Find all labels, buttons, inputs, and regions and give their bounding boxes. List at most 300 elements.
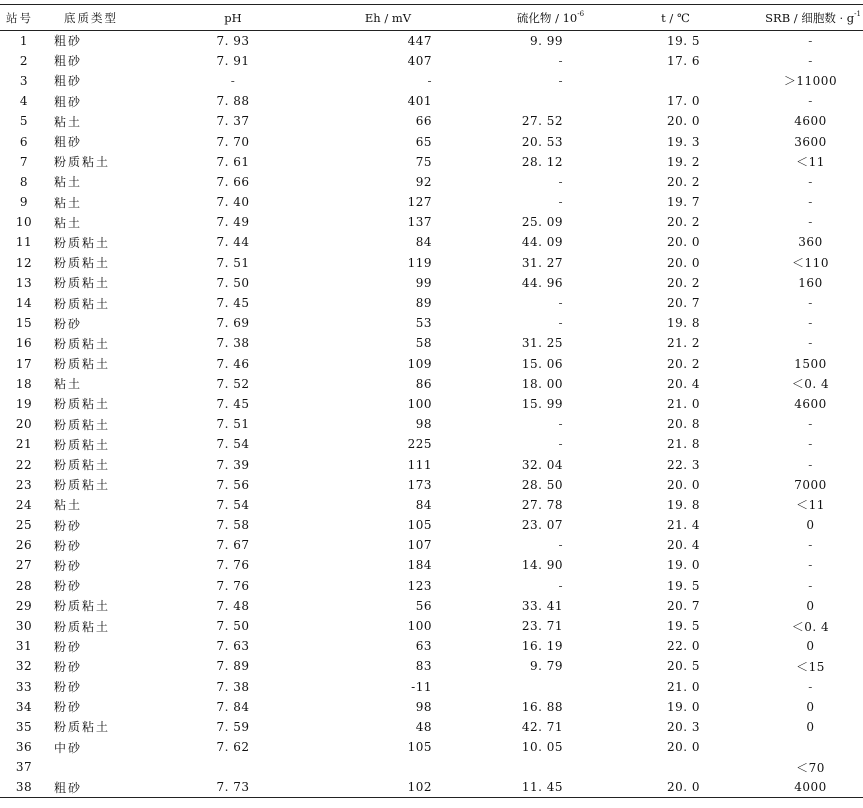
cell-ph: 7. 48 [216, 598, 250, 613]
cell-ph: 7. 44 [216, 235, 250, 250]
cell-sulfide: 31. 25 [521, 336, 563, 351]
table-row [0, 636, 863, 656]
cell-eh: 65 [415, 134, 432, 149]
cell-eh: 173 [407, 477, 432, 492]
table-row [0, 192, 863, 212]
table-row [0, 677, 863, 697]
cell-ph: 7. 51 [216, 417, 250, 432]
cell-eh: 83 [415, 659, 432, 674]
cell-ph: 7. 45 [216, 296, 250, 311]
cell-srb: 0 [806, 639, 815, 654]
cell-srb: - [808, 53, 813, 68]
cell-ph: 7. 51 [216, 255, 250, 270]
table-row [0, 354, 863, 374]
cell-temperature: 19. 5 [666, 619, 701, 634]
table-row [0, 232, 863, 252]
cell-station: 31 [15, 639, 33, 654]
cell-sediment-type: 粉质粘土 [54, 478, 111, 493]
table-row [0, 697, 863, 717]
cell-srb: ＜11 [796, 498, 825, 513]
cell-srb: ＞11000 [783, 74, 838, 89]
cell-srb: 4000 [794, 780, 827, 795]
cell-temperature: 22. 3 [666, 457, 701, 472]
cell-sulfide: 15. 99 [521, 396, 563, 411]
cell-sulfide: 28. 12 [521, 154, 563, 169]
cell-eh: - [427, 73, 432, 88]
table-row [0, 172, 863, 192]
cell-station: 16 [15, 336, 33, 351]
table-row [0, 111, 863, 131]
cell-ph: 7. 88 [216, 94, 250, 109]
cell-sediment-type: 粘土 [54, 498, 83, 513]
cell-srb: ＜11 [796, 155, 825, 170]
cell-station: 21 [15, 437, 33, 452]
cell-station: 26 [15, 538, 33, 553]
cell-sulfide: - [558, 578, 563, 593]
cell-sulfide [478, 757, 623, 777]
cell-temperature: 20. 0 [666, 780, 701, 795]
header-row [0, 5, 863, 31]
cell-srb: 3600 [794, 134, 827, 149]
cell-eh: 137 [407, 215, 432, 230]
cell-station: 8 [19, 174, 29, 189]
cell-sediment-type: 粉砂 [54, 639, 83, 654]
cell-eh: 89 [415, 296, 432, 311]
cell-sulfide: - [558, 73, 563, 88]
cell-eh: 75 [415, 154, 432, 169]
cell-srb [728, 737, 863, 757]
cell-temperature: 20. 5 [666, 659, 701, 674]
cell-eh: 98 [415, 417, 432, 432]
cell-srb: 160 [798, 275, 823, 290]
cell-sediment-type: 粗砂 [54, 94, 83, 109]
cell-eh [288, 757, 478, 777]
cell-eh: 111 [407, 457, 432, 472]
cell-srb: - [808, 94, 813, 109]
cell-sulfide: - [558, 195, 563, 210]
cell-eh: 184 [407, 558, 432, 573]
cell-temperature: 20. 3 [666, 719, 701, 734]
cell-srb: - [808, 417, 813, 432]
table-row [0, 273, 863, 293]
cell-temperature: 17. 0 [666, 94, 701, 109]
header-temperature: t / ℃ [661, 10, 690, 25]
cell-station: 10 [15, 215, 33, 230]
cell-srb: 0 [806, 518, 815, 533]
cell-ph: 7. 39 [216, 457, 250, 472]
cell-temperature [623, 71, 728, 91]
table-row [0, 475, 863, 495]
cell-sediment-type: 粉砂 [54, 558, 83, 573]
cell-station: 17 [15, 356, 33, 371]
cell-srb: - [808, 336, 813, 351]
cell-eh: 119 [407, 255, 432, 270]
cell-station: 18 [15, 376, 33, 391]
cell-ph: 7. 37 [216, 114, 250, 129]
cell-eh: 447 [407, 33, 432, 48]
table-row [0, 717, 863, 737]
cell-station: 32 [15, 659, 33, 674]
cell-sediment-type: 粉砂 [54, 579, 83, 594]
cell-ph: 7. 63 [216, 639, 250, 654]
cell-ph: 7. 61 [216, 154, 250, 169]
cell-sulfide: 31. 27 [521, 255, 563, 270]
cell-eh: 109 [407, 356, 432, 371]
cell-sulfide: 16. 19 [521, 639, 563, 654]
cell-temperature: 20. 2 [666, 174, 701, 189]
cell-ph: 7. 38 [216, 679, 250, 694]
table-row [0, 414, 863, 434]
table-row [0, 434, 863, 454]
table-body [0, 31, 863, 798]
cell-temperature: 20. 0 [666, 740, 701, 755]
cell-temperature: 19. 0 [666, 699, 701, 714]
cell-temperature: 20. 2 [666, 275, 701, 290]
cell-sediment-type: 粉质粘土 [54, 296, 111, 311]
cell-station: 27 [15, 558, 33, 573]
cell-eh: 63 [415, 639, 432, 654]
cell-eh: 86 [415, 376, 432, 391]
cell-sediment-type: 粉砂 [54, 680, 83, 695]
header-srb-label: SRB / 细胞数 · g [765, 10, 855, 25]
cell-ph: 7. 38 [216, 336, 250, 351]
cell-station: 36 [15, 740, 33, 755]
cell-station: 30 [15, 619, 33, 634]
cell-srb: 0 [806, 699, 815, 714]
cell-sulfide: 23. 71 [521, 619, 563, 634]
cell-eh: 66 [415, 114, 432, 129]
cell-temperature: 20. 4 [666, 538, 701, 553]
header-station: 站号 [6, 10, 33, 25]
cell-ph: 7. 59 [216, 719, 250, 734]
cell-srb: 0 [806, 719, 815, 734]
sediment-data-table [0, 4, 863, 798]
table-row [0, 656, 863, 676]
header-sulfide [478, 5, 623, 31]
cell-eh: 107 [407, 538, 432, 553]
cell-srb: ＜0. 4 [791, 619, 830, 634]
cell-temperature: 22. 0 [666, 639, 701, 654]
table-row [0, 91, 863, 111]
cell-eh: 102 [407, 780, 432, 795]
cell-eh: 100 [407, 396, 432, 411]
cell-temperature: 19. 0 [666, 558, 701, 573]
cell-srb: ＜70 [796, 760, 825, 775]
cell-sediment-type: 粉质粘土 [54, 276, 111, 291]
cell-sediment-type: 粉质粘土 [54, 235, 111, 250]
table-row [0, 555, 863, 575]
cell-sulfide: 44. 96 [521, 275, 563, 290]
cell-srb: 0 [806, 598, 815, 613]
cell-ph: 7. 84 [216, 699, 250, 714]
cell-ph: 7. 45 [216, 396, 250, 411]
header-sulfide-exponent: -6 [577, 9, 585, 18]
cell-temperature: 19. 8 [666, 497, 701, 512]
cell-ph: - [230, 73, 236, 88]
cell-temperature: 21. 0 [666, 679, 701, 694]
cell-sulfide: - [558, 174, 563, 189]
cell-station: 11 [15, 235, 33, 250]
table-row [0, 757, 863, 777]
header-ph: pH [224, 10, 242, 25]
cell-sulfide: - [558, 296, 563, 311]
cell-eh: 105 [407, 740, 432, 755]
cell-temperature: 20. 7 [666, 296, 701, 311]
cell-station: 13 [15, 275, 33, 290]
table-row [0, 31, 863, 51]
cell-ph: 7. 93 [216, 33, 250, 48]
cell-station: 1 [19, 33, 29, 48]
cell-ph: 7. 58 [216, 518, 250, 533]
cell-sediment-type: 粗砂 [54, 54, 83, 69]
table-row [0, 394, 863, 414]
cell-ph: 7. 89 [216, 659, 250, 674]
cell-sediment-type: 粗砂 [54, 74, 83, 89]
cell-sediment-type: 粉质粘土 [54, 397, 111, 412]
cell-sediment-type: 粗砂 [54, 135, 83, 150]
table-row [0, 616, 863, 636]
cell-sediment-type: 粘土 [54, 175, 83, 190]
cell-ph: 7. 50 [216, 619, 250, 634]
cell-eh: 48 [415, 719, 432, 734]
cell-temperature [623, 757, 728, 777]
cell-ph: 7. 67 [216, 538, 250, 553]
cell-sediment-type: 粉质粘土 [54, 437, 111, 452]
table-row [0, 51, 863, 71]
cell-temperature: 19. 3 [666, 134, 701, 149]
cell-sulfide: - [558, 437, 563, 452]
cell-station: 4 [19, 94, 29, 109]
cell-station: 15 [15, 316, 33, 331]
cell-sediment-type: 粉质粘土 [54, 417, 111, 432]
cell-sediment-type [48, 757, 178, 777]
header-srb-exponent: -1 [854, 9, 861, 18]
cell-temperature: 20. 4 [666, 376, 701, 391]
cell-sediment-type: 粉砂 [54, 316, 83, 331]
cell-station: 3 [19, 73, 29, 88]
cell-sediment-type: 粉质粘土 [54, 336, 111, 351]
table-row [0, 212, 863, 232]
cell-station: 7 [19, 154, 29, 169]
cell-temperature: 21. 2 [666, 336, 701, 351]
cell-station: 2 [19, 53, 29, 68]
cell-ph: 7. 46 [216, 356, 250, 371]
cell-ph: 7. 76 [216, 578, 250, 593]
cell-srb: - [808, 679, 813, 694]
table-row [0, 576, 863, 596]
cell-sulfide: 9. 79 [529, 659, 563, 674]
cell-eh: 401 [407, 94, 432, 109]
cell-temperature: 19. 7 [666, 195, 701, 210]
cell-eh: 84 [415, 235, 432, 250]
cell-sediment-type: 粉质粘土 [54, 720, 111, 735]
cell-sediment-type: 粗砂 [54, 780, 83, 795]
cell-sulfide: - [558, 53, 563, 68]
cell-sulfide: 32. 04 [521, 457, 563, 472]
cell-sediment-type: 粉砂 [54, 700, 83, 715]
cell-ph: 7. 62 [216, 740, 250, 755]
header-sulfide-label: 硫化物 / 10 [516, 10, 578, 25]
header-sediment-type: 底质类型 [64, 10, 118, 25]
table-row [0, 313, 863, 333]
cell-station: 12 [15, 255, 33, 270]
cell-eh: 58 [415, 336, 432, 351]
table-row [0, 535, 863, 555]
table-row [0, 293, 863, 313]
cell-srb: ＜110 [792, 256, 829, 271]
cell-temperature: 19. 8 [666, 316, 701, 331]
cell-station: 20 [15, 417, 33, 432]
cell-ph: 7. 69 [216, 316, 250, 331]
cell-srb: - [808, 437, 813, 452]
cell-temperature: 17. 6 [666, 53, 701, 68]
cell-station: 29 [15, 598, 33, 613]
cell-sulfide: 23. 07 [521, 518, 563, 533]
cell-temperature: 20. 0 [666, 235, 701, 250]
cell-temperature: 20. 0 [666, 114, 701, 129]
cell-station: 23 [15, 477, 33, 492]
table-header [0, 5, 863, 31]
cell-ph: 7. 76 [216, 558, 250, 573]
cell-temperature: 19. 5 [666, 578, 701, 593]
cell-srb: 360 [798, 235, 823, 250]
cell-temperature: 20. 8 [666, 417, 701, 432]
cell-ph: 7. 49 [216, 215, 250, 230]
table-row [0, 515, 863, 535]
cell-station: 25 [15, 518, 33, 533]
cell-srb: 7000 [794, 477, 827, 492]
cell-temperature: 20. 0 [666, 477, 701, 492]
cell-sulfide: 14. 90 [521, 558, 563, 573]
cell-srb: - [808, 558, 813, 573]
table-row [0, 596, 863, 616]
cell-sediment-type: 粘土 [54, 114, 83, 129]
cell-srb: - [808, 33, 813, 48]
header-srb [728, 5, 863, 31]
cell-temperature: 21. 8 [666, 437, 701, 452]
cell-station: 5 [19, 114, 29, 129]
cell-sulfide [478, 91, 623, 111]
cell-sediment-type: 粗砂 [54, 34, 83, 49]
cell-sulfide: - [558, 538, 563, 553]
cell-eh: 407 [407, 53, 432, 68]
cell-srb: ＜0. 4 [791, 377, 830, 392]
cell-sediment-type: 粉质粘土 [54, 599, 111, 614]
table-row [0, 253, 863, 273]
cell-sediment-type: 粉质粘土 [54, 458, 111, 473]
cell-station: 33 [15, 679, 33, 694]
cell-sulfide: 27. 78 [521, 497, 563, 512]
cell-ph [178, 757, 288, 777]
cell-eh: 98 [415, 699, 432, 714]
cell-ph: 7. 54 [216, 437, 250, 452]
cell-eh: 92 [415, 174, 432, 189]
cell-sulfide: 25. 09 [521, 215, 563, 230]
cell-sediment-type: 粘土 [54, 195, 83, 210]
cell-sediment-type: 粘土 [54, 377, 83, 392]
table-row [0, 737, 863, 757]
cell-srb: - [808, 195, 813, 210]
cell-station: 34 [15, 699, 33, 714]
cell-ph: 7. 91 [216, 53, 250, 68]
cell-sulfide: 20. 53 [521, 134, 563, 149]
cell-sediment-type: 中砂 [54, 740, 83, 755]
cell-srb: 4600 [794, 396, 827, 411]
cell-sulfide: 44. 09 [521, 235, 563, 250]
cell-sulfide [478, 677, 623, 697]
table-row [0, 131, 863, 151]
cell-station: 28 [15, 578, 33, 593]
cell-sediment-type: 粉砂 [54, 659, 83, 674]
cell-ph: 7. 73 [216, 780, 250, 795]
cell-eh: 99 [415, 275, 432, 290]
table-row [0, 454, 863, 474]
cell-temperature: 19. 5 [666, 33, 701, 48]
cell-station: 38 [15, 780, 33, 795]
cell-station: 35 [15, 719, 33, 734]
cell-eh: 123 [407, 578, 432, 593]
cell-ph: 7. 50 [216, 275, 250, 290]
table-row [0, 495, 863, 515]
cell-sulfide: 16. 88 [521, 699, 563, 714]
cell-sulfide: 42. 71 [521, 719, 563, 734]
cell-ph: 7. 52 [216, 376, 250, 391]
cell-eh: -11 [411, 679, 432, 694]
cell-eh: 56 [415, 598, 432, 613]
cell-station: 24 [15, 497, 33, 512]
cell-srb: 4600 [794, 114, 827, 129]
cell-srb: - [808, 296, 813, 311]
table-row [0, 777, 863, 797]
cell-sediment-type: 粉砂 [54, 518, 83, 533]
table-row [0, 374, 863, 394]
cell-srb: - [808, 215, 813, 230]
cell-eh: 225 [407, 437, 432, 452]
cell-srb: - [808, 538, 813, 553]
cell-sediment-type: 粉质粘土 [54, 256, 111, 271]
cell-station: 14 [15, 296, 33, 311]
cell-temperature: 21. 4 [666, 518, 701, 533]
cell-eh: 53 [415, 316, 432, 331]
cell-sulfide: 10. 05 [521, 740, 563, 755]
cell-temperature: 21. 0 [666, 396, 701, 411]
cell-temperature: 19. 2 [666, 154, 701, 169]
cell-eh: 84 [415, 497, 432, 512]
cell-station: 19 [15, 396, 33, 411]
header-eh: Eh / mV [364, 10, 412, 25]
cell-sediment-type: 粉质粘土 [54, 357, 111, 372]
cell-station: 6 [19, 134, 29, 149]
cell-temperature: 20. 7 [666, 598, 701, 613]
cell-srb: 1500 [794, 356, 827, 371]
table-row [0, 333, 863, 353]
cell-sulfide: 9. 99 [529, 33, 563, 48]
cell-ph: 7. 56 [216, 477, 250, 492]
cell-station: 9 [19, 195, 29, 210]
cell-sulfide: 28. 50 [521, 477, 563, 492]
cell-eh: 127 [407, 195, 432, 210]
cell-srb: - [808, 174, 813, 189]
cell-sulfide: 11. 45 [521, 780, 563, 795]
cell-sulfide: 18. 00 [521, 376, 563, 391]
cell-eh: 105 [407, 518, 432, 533]
cell-sulfide: 27. 52 [521, 114, 563, 129]
cell-eh: 100 [407, 619, 432, 634]
cell-srb: ＜15 [796, 659, 825, 674]
cell-srb: - [808, 578, 813, 593]
cell-station: 22 [15, 457, 33, 472]
cell-srb: - [808, 457, 813, 472]
